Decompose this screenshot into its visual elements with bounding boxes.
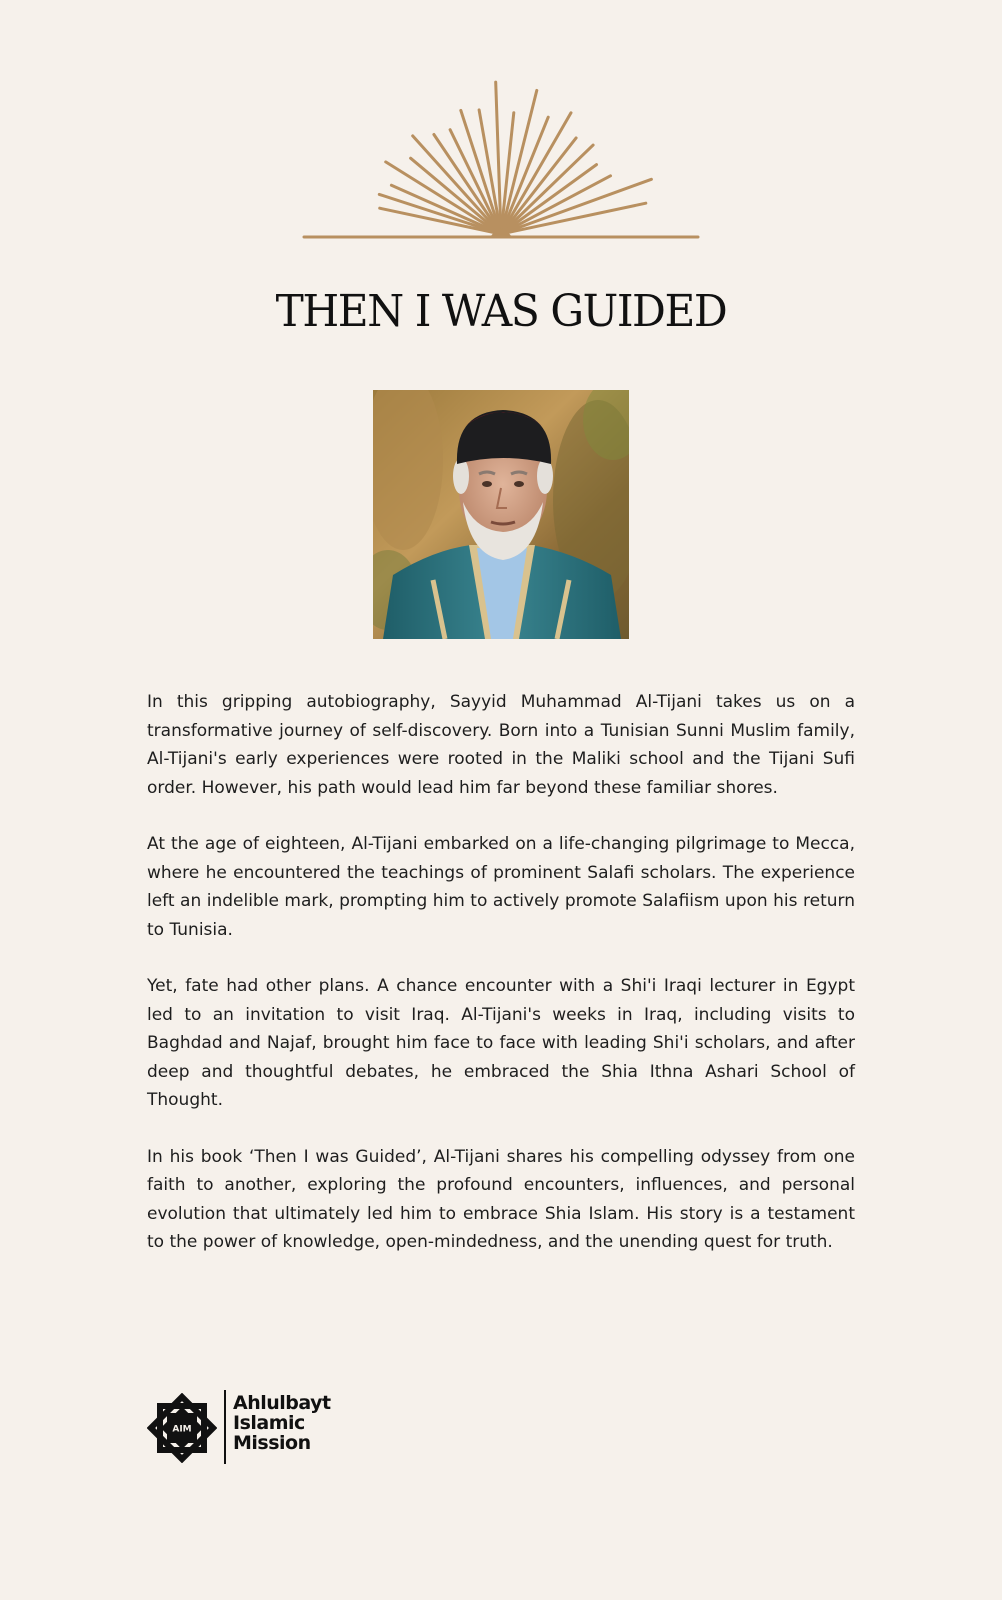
logo-divider [224,1390,226,1464]
aim-star-icon [147,1393,217,1463]
logo-text [233,1393,331,1453]
description [147,688,855,1285]
logo-line: Islamic [233,1412,305,1434]
paragraph: In this gripping autobiography, Sayyid Muhammad Al-Tijani takes us on a transformative journey of self-discovery. Born into a Tunisian Sunni Muslim family, Al-Tijani's early experiences were rooted in the Maliki school and the Tijani Sufi order. However, his path would lead him far beyond these familiar shores. [147,692,855,798]
paragraph: In his book ‘Then I was Guided’, Al-Tijani shares his compelling odyssey from one faith to another, exploring the profound encounters, influences, and personal evolution that ultimately led him to embrace Shia Islam. His story is a testament to the power of knowledge, open-mindedness, and the unending quest for truth. [147,1146,855,1252]
sunburst-ray [501,145,593,234]
paragraph: At the age of eighteen, Al-Tijani embarked on a life-changing pilgrimage to Mecca, where he encountered the teachings of prominent Salafi scholars. The experience left an indelible mark, prompting him to actively promote Salafiism upon his return to Tunisia. [147,834,855,940]
paragraph: Yet, fate had other plans. A chance encounter with a Shi'i Iraqi lecturer in Egypt led to an invitation to visit Iraq. Al-Tijani's weeks in Iraq, including visits to Baghdad and Najaf, brought him face to face with leading Shi'i scholars, and after deep and thoughtful debates, he embraced the Shia Ithna Ashari School of Thought. [147,976,855,1110]
logo-line: Mission [233,1432,311,1454]
svg-text:AIM: AIM [172,1424,192,1435]
author-portrait [373,390,629,639]
page-title: THEN I WAS GUIDED [275,286,727,337]
logo-line: Ahlulbayt [233,1392,331,1414]
publisher-logo [147,1390,347,1466]
sunburst-icon [0,0,1002,260]
